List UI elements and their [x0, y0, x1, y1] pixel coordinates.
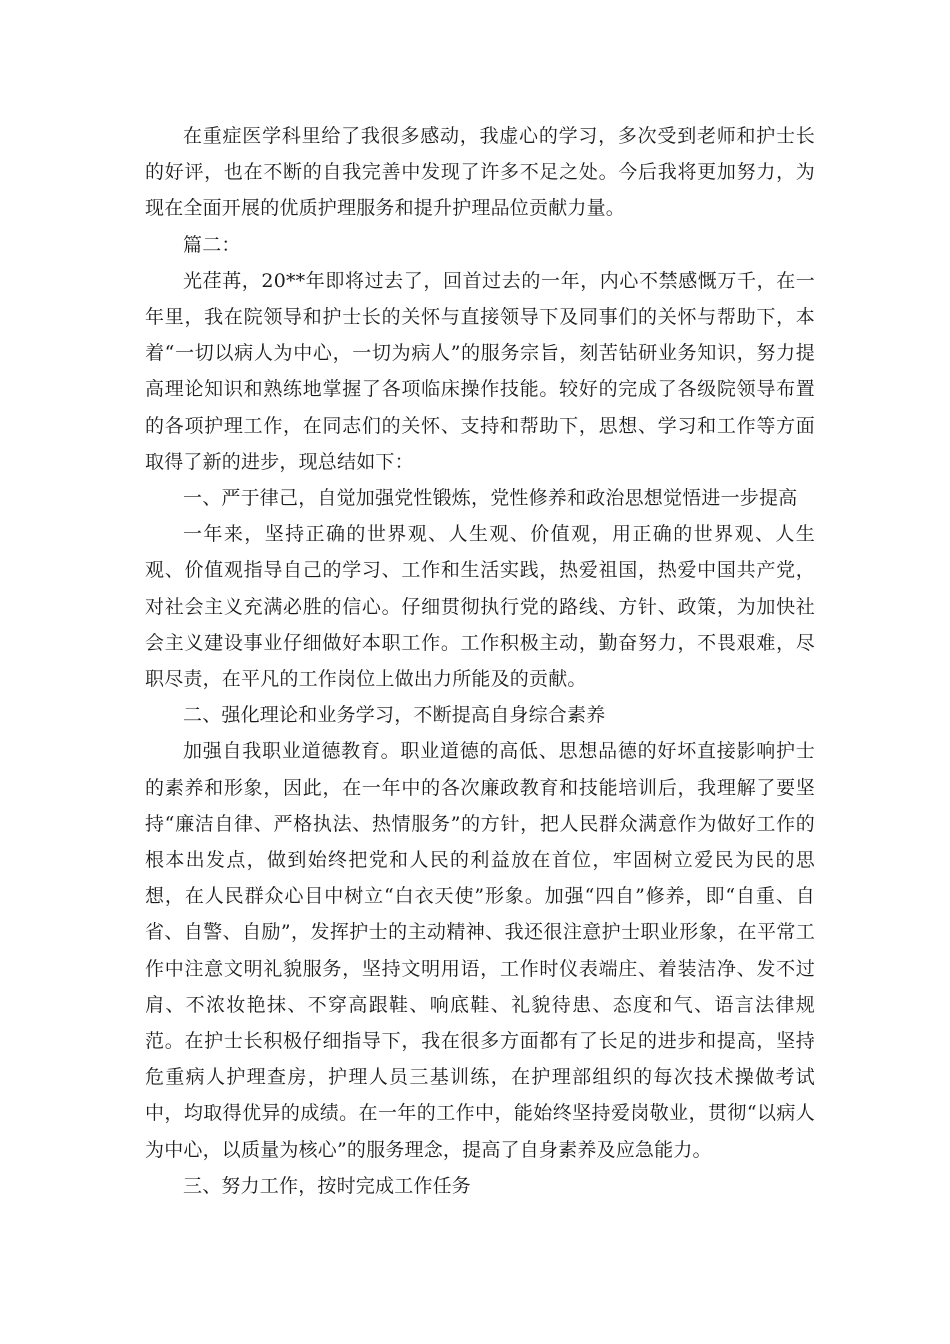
paragraph-section-two: 加强自我职业道德教育。职业道德的高低、思想品德的好坏直接影响护士的素养和形象，因此，在一年中的各次廉政教育和技能培训后，我理解了要坚持“廉洁自律、严格执法、热情服务”的方针，把人民群众满意作为做好工作的根本出发点，做到始终把党和人民的利益放在首位，牢固树立爱民为民的思想，在人民群众心目中树立“白衣天使”形象。加强“四自”修养，即“自重、自省、自警、自励”，发挥护士的主动精神、我还很注意护士职业形象，在平常工作中注意文明礼貌服务，坚持文明用语，工作时仪表端庄、着装洁净、发不过肩、不浓妆艳抹、不穿高跟鞋、响底鞋、礼貌待患、态度和气、语言法律规范。在护士长积极仔细指导下，我在很多方面都有了长足的进步和提高，坚持危重病人护理查房，护理人员三基训练，在护理部组织的每次技术操做考试中，均取得优异的成绩。在一年的工作中，能始终坚持爱岗敬业，贯彻“以病人为中心，以质量为核心”的服务理念，提高了自身素养及应急能力。: [145, 740, 815, 1161]
document-body: [145, 118, 815, 1204]
heading-section-one: 一、严于律己，自觉加强党性锻炼，党性修养和政治思想觉悟进一步提高: [183, 487, 798, 510]
paragraph-year-summary: 光荏苒，20**年即将过去了，回首过去的一年，内心不禁感慨万千，在一年里，我在院领导和护士长的关怀与直接领导下及同事们的关怀与帮助下，本着“一切以病人为中心，一切为病人”的服务宗旨，刻苦钻研业务知识，努力提高理论知识和熟练地掌握了各项临床操作技能。较好的完成了各级院领导布置的各项护理工作，在同志们的关怀、支持和帮助下，思想、学习和工作等方面取得了新的进步，现总结如下：: [145, 269, 815, 473]
section-heading-part-two: 篇二：: [183, 233, 241, 256]
heading-section-two: 二、强化理论和业务学习，不断提高自身综合素养: [183, 704, 606, 727]
paragraph-intro-closing: 在重症医学科里给了我很多感动，我虚心的学习，多次受到老师和护士长的好评，也在不断的自我完善中发现了许多不足之处。今后我将更加努力，为现在全面开展的优质护理服务和提升护理品位贡献力量。: [145, 125, 815, 220]
paragraph-section-one: 一年来，坚持正确的世界观、人生观、价值观，用正确的世界观、人生观、价值观指导自己的学习、工作和生活实践，热爱祖国，热爱中国共产党，对社会主义充满必胜的信心。仔细贯彻执行党的路线、方针、政策，为加快社会主义建设事业仔细做好本职工作。工作积极主动，勤奋努力，不畏艰难，尽职尽责，在平凡的工作岗位上做出力所能及的贡献。: [145, 523, 815, 691]
heading-section-three: 三、努力工作，按时完成工作任务: [183, 1174, 472, 1197]
